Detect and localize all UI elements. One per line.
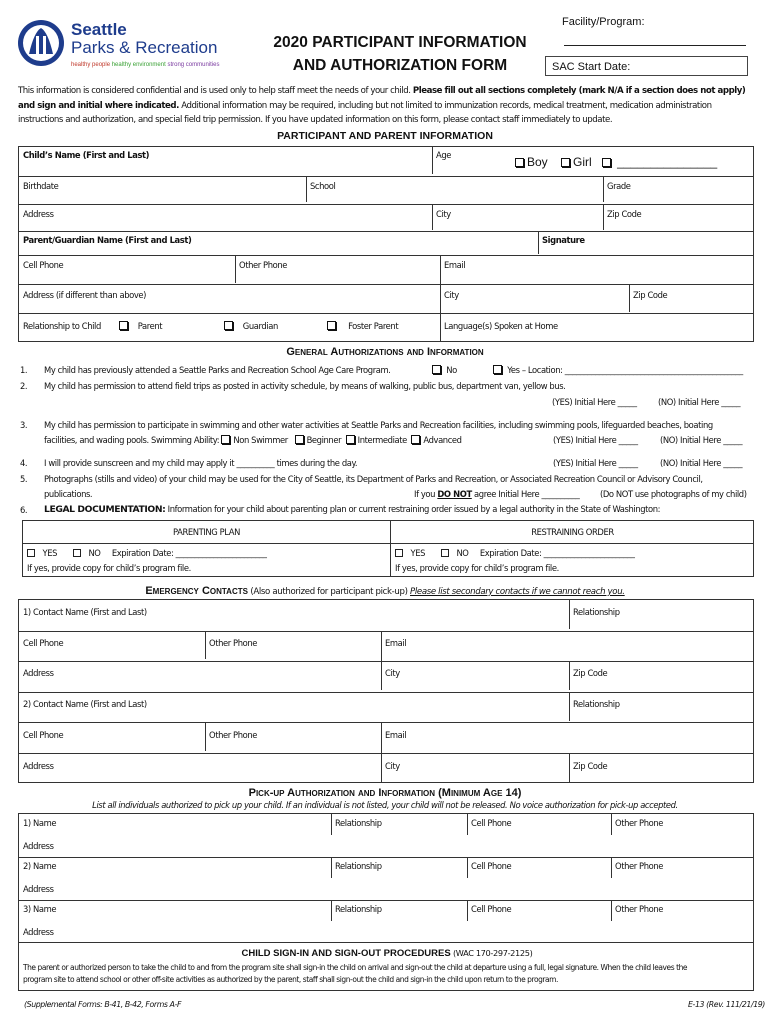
auth-text-3a: My child has permission to participate in swimming and other water activities at Seattle Parks and Recreation facilities, including swimming pools, lifeguarded beaches, boating xyxy=(44,420,713,430)
pu2-name-label: 2) Name xyxy=(23,861,57,871)
logo-name-seattle: Seattle xyxy=(71,20,127,39)
auth-num-4: 4. xyxy=(20,458,28,468)
ec1-city-label: City xyxy=(385,668,400,678)
beginner-label: Beginner xyxy=(306,435,342,445)
advanced-label: Advanced xyxy=(423,435,462,445)
sac-start-date-field[interactable] xyxy=(545,56,748,76)
ec1-relationship-label: Relationship xyxy=(573,607,620,617)
intermediate-checkbox[interactable] xyxy=(346,435,355,444)
emergency-italic: Please list secondary contacts if we cannot reach you. xyxy=(410,587,625,597)
address-label: Address xyxy=(23,209,54,219)
auth-4-no-initial[interactable]: (NO) Initial Here _____ xyxy=(660,458,743,468)
pu3-name-label: 3) Name xyxy=(23,904,57,914)
emergency-paren: (Also authorized for participant pick-up) xyxy=(247,587,411,597)
pu2-relationship-label: Relationship xyxy=(335,861,382,871)
gender-blank[interactable]: _______________ xyxy=(617,155,718,169)
pu1-relationship-label: Relationship xyxy=(335,818,382,828)
pp-yes-checkbox[interactable] xyxy=(27,549,35,557)
pu1-cell-label: Cell Phone xyxy=(471,818,512,828)
ro-yes-label: YES xyxy=(410,548,426,558)
pu1-other-label: Other Phone xyxy=(615,818,663,828)
auth-3b-label: facilities, and wading pools. Swimming Ability: xyxy=(44,435,222,445)
relationship-label: Relationship to Child xyxy=(23,321,101,331)
ec2-name-label: 2) Contact Name (First and Last) xyxy=(23,699,147,709)
facility-label: Facility/Program: xyxy=(562,16,645,28)
ec2-city-label: City xyxy=(385,761,400,771)
auth-num-2: 2. xyxy=(20,381,28,391)
auth-2-yes-initial[interactable]: (YES) Initial Here _____ xyxy=(552,397,637,407)
auth-num-1: 1. xyxy=(20,365,28,375)
logo-tagline xyxy=(71,62,219,68)
pp-options xyxy=(27,548,267,558)
auth-1-no-label: No xyxy=(446,365,457,375)
pickup-table xyxy=(18,813,754,943)
cell-phone-label: Cell Phone xyxy=(23,260,64,270)
birthdate-label: Birthdate xyxy=(23,181,59,191)
intro-l1a: This information is considered confidential and is used only to help staff meet the needs of your child. xyxy=(18,86,413,96)
ec1-name-label: 1) Contact Name (First and Last) xyxy=(23,607,147,617)
school-label: School xyxy=(310,181,336,191)
address-diff-label: Address (if different than above) xyxy=(23,290,147,300)
section-pickup-title: Pick-up Authorization and Information (Minimum Age 14) xyxy=(248,787,522,799)
guardian-checkbox[interactable] xyxy=(224,321,233,330)
girl-checkbox[interactable] xyxy=(561,158,570,167)
parenting-plan-label: PARENTING PLAN xyxy=(173,527,240,537)
city2-label: City xyxy=(444,290,459,300)
logo-name-parks: Parks & Recreation xyxy=(71,38,218,57)
auth-5c: If you xyxy=(414,489,438,499)
signin-title xyxy=(19,948,755,959)
auth-5d: DO NOT xyxy=(437,489,472,499)
footer-supplemental: (Supplemental Forms: B-41, B-42, Forms A-F xyxy=(24,1000,182,1009)
ro-options xyxy=(395,548,635,558)
ec1-other-label: Other Phone xyxy=(209,638,257,648)
pu3-relationship-label: Relationship xyxy=(335,904,382,914)
signin-procedures-box xyxy=(18,943,754,991)
pp-yes-label: YES xyxy=(42,548,58,558)
ec2-other-label: Other Phone xyxy=(209,730,257,740)
ro-yes-checkbox[interactable] xyxy=(395,549,403,557)
signin-text-1: The parent or authorized person to take the child to and from the program site shall sign-in the child on arrival and sign-out the child at departure using a full, legal signature. When the child leaves the xyxy=(23,963,688,972)
pu1-address-label: Address xyxy=(23,841,54,851)
auth-1-no-checkbox[interactable] xyxy=(432,365,441,374)
parent-checkbox[interactable] xyxy=(119,321,128,330)
auth-text-6 xyxy=(44,504,660,515)
other-phone-label: Other Phone xyxy=(239,260,287,270)
section-general-title: General Authorizations and Information xyxy=(286,346,484,358)
parent-label: Parent xyxy=(137,321,163,331)
signature-label: Signature xyxy=(542,235,585,245)
pu2-address-label: Address xyxy=(23,884,54,894)
section-participant-title: PARTICIPANT AND PARENT INFORMATION xyxy=(277,130,493,142)
intro-l2a: and sign and initial where indicated. xyxy=(18,100,179,111)
auth-6a: LEGAL DOCUMENTATION: xyxy=(44,504,166,515)
ec2-zip-label: Zip Code xyxy=(573,761,608,771)
beginner-checkbox[interactable] xyxy=(295,435,304,444)
auth-num-6: 6. xyxy=(20,505,28,515)
auth-3-no-initial[interactable]: (NO) Initial Here _____ xyxy=(660,435,743,445)
nonswimmer-label: Non Swimmer xyxy=(233,435,288,445)
grade-label: Grade xyxy=(607,181,631,191)
city-label: City xyxy=(436,209,451,219)
child-name-label: Child’s Name (First and Last) xyxy=(23,150,150,160)
signin-text-2: program site to attend school or other off-site activities as authorized by the parent, staff shall sign-out the child and sign-in the child upon return to the program. xyxy=(23,975,558,984)
pu2-other-label: Other Phone xyxy=(615,861,663,871)
tag-healthy-env: healthy environment xyxy=(111,62,166,68)
boy-checkbox[interactable] xyxy=(515,158,524,167)
auth-4-yes-initial[interactable]: (YES) Initial Here _____ xyxy=(553,458,638,468)
emergency-title: Emergency Contacts xyxy=(145,585,248,597)
auth-text-3b xyxy=(44,435,462,445)
auth-text-1: My child has previously attended a Seattle Parks and Recreation School Age Care Program. xyxy=(44,365,391,375)
auth-6b: Information for your child about parenting plan or current restraining order issued by a legal authority in the State of Washington: xyxy=(165,504,661,514)
pu2-cell-label: Cell Phone xyxy=(471,861,512,871)
auth-text-5a: Photographs (stills and video) of your child may be used for the City of Seattle, its Department of Parks and Recreation, or Associated Recreation Council or Advisory Council, xyxy=(44,474,703,484)
auth-2-no-initial[interactable]: (NO) Initial Here _____ xyxy=(658,397,741,407)
ec1-cell-label: Cell Phone xyxy=(23,638,64,648)
facility-field[interactable] xyxy=(564,45,746,46)
ec2-relationship-label: Relationship xyxy=(573,699,620,709)
section-emergency-title xyxy=(0,585,770,597)
auth-num-5: 5. xyxy=(20,474,28,484)
pp-no-label: NO xyxy=(88,548,101,558)
other-gender-checkbox[interactable] xyxy=(602,158,611,167)
intro-l3: instructions and authorization, and special field trip permission. If you have updated information on this form, please contact staff immediately to update. xyxy=(18,115,613,125)
intermediate-label: Intermediate xyxy=(357,435,407,445)
pp-expiration[interactable]: Expiration Date: ________________________ xyxy=(111,548,267,558)
auth-1-no xyxy=(432,365,457,375)
auth-num-3: 3. xyxy=(20,420,28,430)
auth-1-yes-checkbox[interactable] xyxy=(493,365,502,374)
pickup-subtitle: List all individuals authorized to pick up your child. If an individual is not listed, your child will not be released. No voice authorization for pick-up accepted. xyxy=(92,800,678,810)
pu3-cell-label: Cell Phone xyxy=(471,904,512,914)
pu3-address-label: Address xyxy=(23,927,54,937)
age-label: Age xyxy=(436,150,451,160)
sac-label: SAC Start Date: xyxy=(552,61,631,73)
guardian-label: Guardian xyxy=(242,321,278,331)
signin-wac: (WAC 170-297-2125) xyxy=(450,948,533,958)
girl-label: Girl xyxy=(573,155,592,169)
ro-no-checkbox[interactable] xyxy=(441,549,449,557)
participant-table xyxy=(18,146,754,342)
signin-title-bold: CHILD SIGN-IN AND SIGN-OUT PROCEDURES xyxy=(241,948,451,959)
ro-copy-note: If yes, provide copy for child’s program file. xyxy=(395,563,559,573)
emergency-contacts-table xyxy=(18,599,754,783)
intro-l1b: Please fill out all sections completely (mark N/A if a section does not apply) xyxy=(412,86,746,96)
foster-checkbox[interactable] xyxy=(327,321,336,330)
pp-no-checkbox[interactable] xyxy=(73,549,81,557)
auth-5-donot[interactable] xyxy=(414,489,579,499)
auth-text-2: My child has permission to attend field trips as posted in activity schedule, by means of walking, public bus, department van, yellow bus. xyxy=(44,381,566,391)
ec2-address-label: Address xyxy=(23,761,54,771)
advanced-checkbox[interactable] xyxy=(411,435,420,444)
auth-3-yes-initial[interactable]: (YES) Initial Here _____ xyxy=(553,435,638,445)
ec1-email-label: Email xyxy=(385,638,407,648)
ec1-zip-label: Zip Code xyxy=(573,668,608,678)
ec2-email-label: Email xyxy=(385,730,407,740)
zip2-label: Zip Code xyxy=(633,290,668,300)
email-label: Email xyxy=(444,260,466,270)
pu1-name-label: 1) Name xyxy=(23,818,57,828)
language-label: Language(s) Spoken at Home xyxy=(444,321,558,331)
legal-documentation-table xyxy=(22,520,754,577)
auth-text-5b: publications. xyxy=(44,489,93,499)
seattle-parks-logo xyxy=(16,16,236,76)
pu3-other-label: Other Phone xyxy=(615,904,663,914)
footer-revision: E-13 (Rev. 111/21/19) xyxy=(688,1000,765,1009)
nonswimmer-checkbox[interactable] xyxy=(221,435,230,444)
auth-1-yes-label[interactable]: Yes – Location: _______________________________________________ xyxy=(507,365,743,375)
ro-expiration[interactable]: Expiration Date: ________________________ xyxy=(479,548,635,558)
restraining-order-label: RESTRAINING ORDER xyxy=(531,527,614,537)
auth-1-yes xyxy=(493,365,743,375)
tag-healthy-people: healthy people xyxy=(71,62,111,68)
form-title-line2: AND AUTHORIZATION FORM xyxy=(292,57,508,74)
form-title-line1: 2020 PARTICIPANT INFORMATION xyxy=(273,34,527,51)
intro-text xyxy=(18,84,758,128)
tag-strong-communities: strong communities xyxy=(167,62,220,68)
zip-label: Zip Code xyxy=(607,209,642,219)
gender-options xyxy=(515,155,717,169)
relationship-row xyxy=(23,321,162,331)
ro-no-label: NO xyxy=(456,548,469,558)
auth-text-4: I will provide sunscreen and my child may apply it __________ times during the day. xyxy=(44,458,358,468)
foster-option xyxy=(327,321,398,331)
boy-label: Boy xyxy=(527,155,548,169)
pp-copy-note: If yes, provide copy for child’s program file. xyxy=(27,563,191,573)
parent-name-label: Parent/Guardian Name (First and Last) xyxy=(23,235,192,245)
guardian-option xyxy=(224,321,278,331)
intro-l2b: Additional information may be required, including but not limited to immunization records, medical treatment, medication administration xyxy=(178,100,712,111)
seattle-seal-icon xyxy=(16,18,66,68)
ec2-cell-label: Cell Phone xyxy=(23,730,64,740)
auth-5e: agree Initial Here __________ xyxy=(471,489,580,499)
foster-label: Foster Parent xyxy=(348,321,399,331)
ec1-address-label: Address xyxy=(23,668,54,678)
auth-text-5f: (Do NOT use photographs of my child) xyxy=(600,489,747,499)
